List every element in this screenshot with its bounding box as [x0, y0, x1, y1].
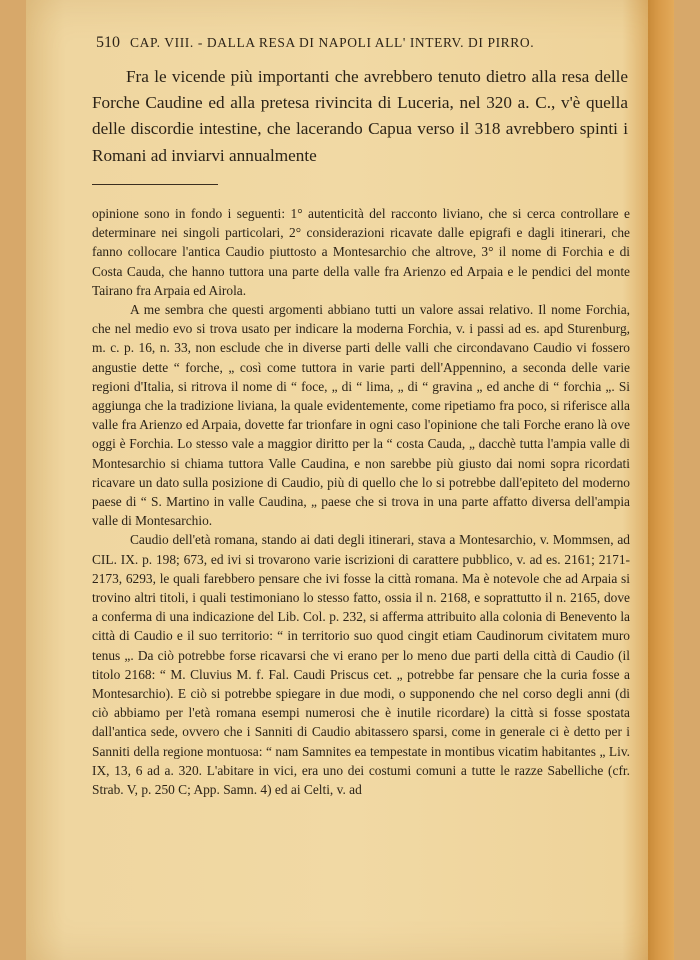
footnote-paragraph-1: opinione sono in fondo i seguenti: 1° autenticità del racconto liviano, che si cerca controllare e determinare nei singoli particolari, 2° considerazioni ricavate dalle epigrafi e dagli itinerari, che fanno collocare l'antica Caudio piuttosto a Montesarchio che altrove, 3° il nome di Forchia e di Costa Cauda, che hanno tuttora una parte della valle fra Arienzo ed Arpaia e le pendici del monte Tairano fra Arpaia ed Airola. — [92, 206, 630, 298]
footnote-paragraph-3: Caudio dell'età romana, stando ai dati degli itinerari, stava a Montesarchio, v. Mommsen, ad CIL. IX. p. 198; 673, ed ivi si trovarono varie iscrizioni di carattere pubblico, v. ad es. 2161; 2171-2173, 6293, le quali farebbero pensare che ivi fosse la città romana. Ma è notevole che ad Arpaia si trovino altri titoli, i quali testimoniano lo stesso fatto, ossia il n. 2168, e soprattutto il n. 2165, dove a conferma di una indicazione del Lib. Col. p. 232, si afferma attribuito alla colonia di Benevento la città di Caudio e il suo territorio: “ in territorio suo quod cingit etiam Caudinorum civitatem muro tenus „. Da ciò potrebbe forse ricavarsi che vi erano per lo meno due parti della città di Caudio (il titolo 2168: “ M. Cluvius M. f. Fal. Caudi Priscus cet. „ potrebbe far pensare che la curia fosse a Montesarchio). E ciò si potrebbe spiegare in due modi, o supponendo che nel corso degli anni (di ciò abbiamo per l'età romana esempi numerosi che è inutile ricordare) la città si fosse spostata dall'antica sede, ovvero che i Sanniti di Caudio abitassero sparsi, come in generale ci è detto per i Sanniti della regione montuosa: “ nam Samnites ea tempestate in montibus vicatim habitantes „ Liv. IX, 13, 6 ad a. 320. L'abitare in vici, era uno dei costumi comuni a tutte le razze Sabelliche (cfr. Strab. V, p. 250 C; App. Samn. 4) ed ai Celti, v. ad — [92, 532, 630, 798]
page-edge — [648, 0, 674, 960]
footnote — [92, 204, 630, 799]
main-text — [92, 64, 628, 169]
footnote-separator — [92, 184, 218, 185]
running-header — [96, 34, 616, 52]
page-number: 510 — [96, 34, 120, 51]
footnote-paragraph-2: A me sembra che questi argomenti abbiano tutti un valore assai relativo. Il nome Forchia, che nel medio evo si trova usato per indicare la moderna Forchia, v. i passi ad es. apd Sturenburg, m. c. p. 16, n. 33, non esclude che in diverse parti delle valli che circondavano Caudio vi fossero angustie dette “ forche, „ così come tuttora in varie parti dell'Appennino, a seconda delle varie regioni d'Italia, si ritrova il nome di “ foce, „ di “ lima, „ di “ gravina „ ed anche di “ forchia „. Si aggiunga che la tradizione liviana, la quale evidentemente, come ripetiamo fra poco, si riferisce alla valle fra Arienzo ed Arpaia, dovette far trionfare in ogni caso l'opinione che tali Forche erano là ove oggi è Forchia. Lo stesso vale a maggior diritto per la “ costa Cauda, „ dacchè tutta l'ampia valle di Montesarchio si chiama tuttora Valle Caudina, e non sarebbe più giusto dai nomi sopra ricordati ricavare un dato sulla posizione di Caudio, più di quello che lo si potrebbe dall'epiteto del moderno paese di “ S. Martino in valle Caudina, „ paese che si trova in una parte affatto diversa dell'ampia valle di Montesarchio. — [92, 302, 630, 529]
main-paragraph: Fra le vicende più importanti che avrebbero tenuto dietro alla resa delle Forche Caudine ed alla pretesa rivincita di Luceria, nel 320 a. C., v'è quella delle discordie intestine, che lacerando Capua verso il 318 avrebbero spinti i Romani ad inviarvi annualmente — [92, 67, 628, 165]
running-title: CAP. VIII. - DALLA RESA DI NAPOLI ALL' INTERV. DI PIRRO. — [130, 35, 535, 50]
